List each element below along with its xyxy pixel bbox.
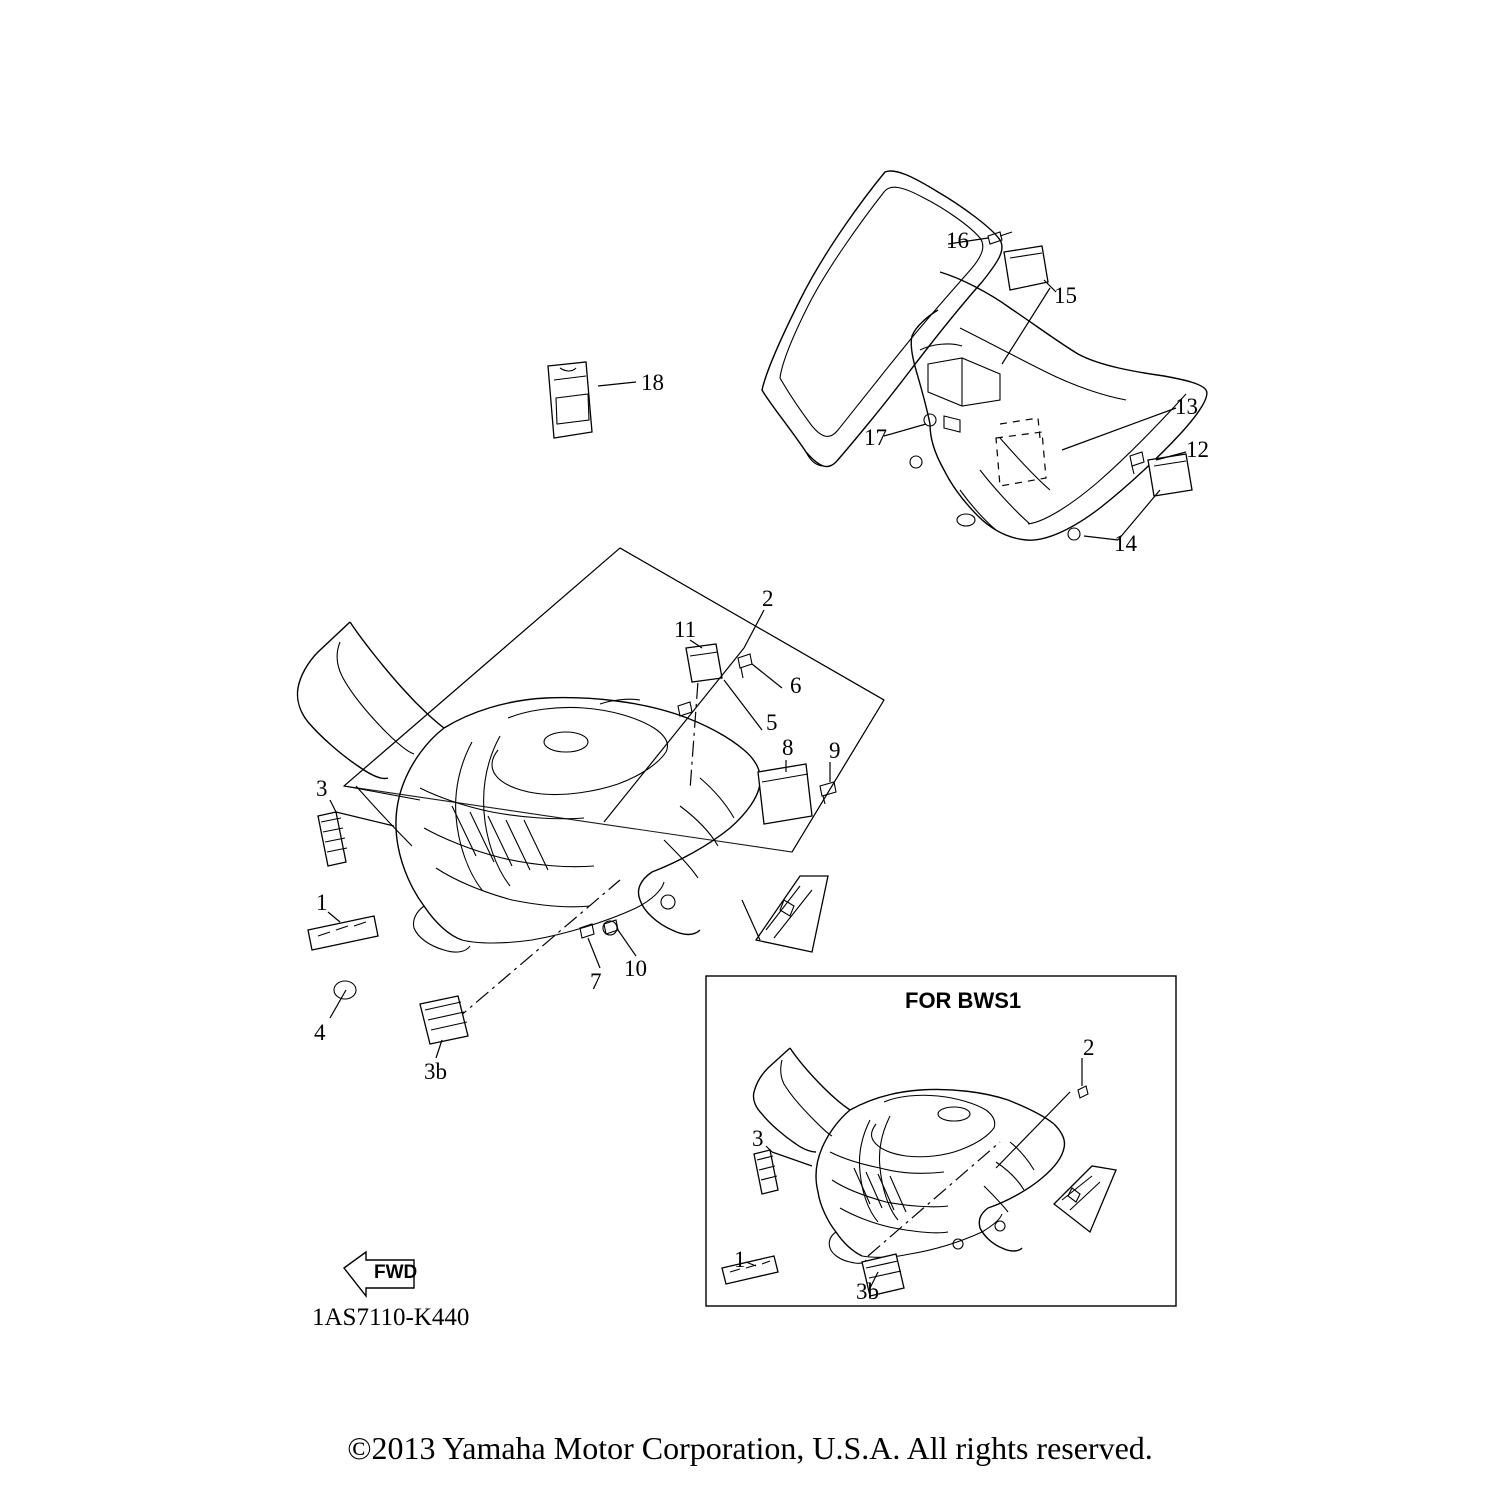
callout-16: 16 bbox=[946, 228, 969, 253]
callout-6: 6 bbox=[790, 673, 802, 698]
inset-callout-1: 1 bbox=[734, 1247, 746, 1272]
leaders-main bbox=[328, 610, 830, 1058]
callout-11: 11 bbox=[674, 617, 697, 642]
callout-14: 14 bbox=[1114, 531, 1137, 556]
part-number: 1AS7110-K440 bbox=[312, 1304, 470, 1331]
callout-15: 15 bbox=[1054, 283, 1077, 308]
inset-label: FOR BWS1 bbox=[905, 988, 1022, 1013]
fwd-arrow bbox=[344, 1252, 417, 1296]
copyright-notice: ©2013 Yamaha Motor Corporation, U.S.A. All rights reserved. bbox=[347, 1430, 1153, 1466]
callout-2: 2 bbox=[762, 586, 774, 611]
callout-12: 12 bbox=[1186, 437, 1209, 462]
fwd-label: FWD bbox=[374, 1262, 418, 1283]
callout-3-lower: 3b bbox=[424, 1059, 447, 1084]
callout-4: 4 bbox=[314, 1020, 326, 1045]
inset-bws1 bbox=[706, 976, 1176, 1306]
decals-main bbox=[308, 644, 836, 1044]
front-fender-assembly bbox=[762, 171, 1207, 540]
callout-7: 7 bbox=[590, 969, 602, 994]
inset-callout-3: 3 bbox=[752, 1126, 764, 1151]
decal-18 bbox=[548, 362, 636, 438]
callout-17: 17 bbox=[864, 425, 887, 450]
callout-13: 13 bbox=[1175, 394, 1198, 419]
callout-1: 1 bbox=[316, 890, 328, 915]
callout-18: 18 bbox=[641, 370, 664, 395]
inset-callout-2: 2 bbox=[1083, 1035, 1095, 1060]
callout-3: 3 bbox=[316, 776, 328, 801]
callout-9: 9 bbox=[829, 738, 841, 763]
inset-callout-3-lower: 3b bbox=[856, 1279, 879, 1304]
callout-10: 10 bbox=[624, 956, 647, 981]
callout-5: 5 bbox=[766, 710, 778, 735]
callout-8: 8 bbox=[782, 735, 794, 760]
